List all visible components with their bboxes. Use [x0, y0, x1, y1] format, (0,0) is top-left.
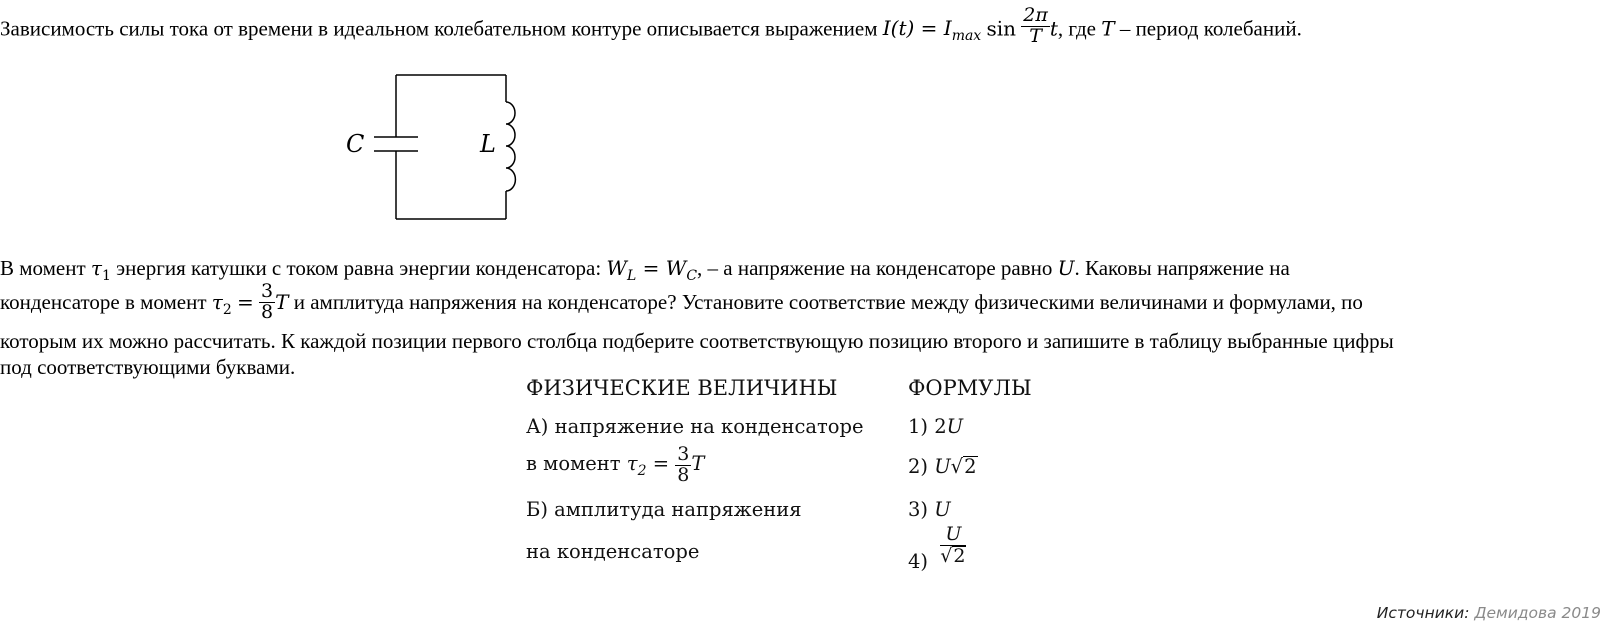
tau2: $\tau_2$	[626, 451, 647, 479]
capacitor-label: C	[346, 130, 365, 158]
formula-current: $I(t) = I_{max}$	[882, 16, 982, 45]
formula-t: t	[1049, 16, 1058, 41]
intro-text-mid: , где	[1057, 16, 1096, 41]
source-label: Источники:	[1376, 604, 1470, 622]
intro-text-after: – период колебаний.	[1119, 16, 1302, 41]
item-a-line-1: А) напряжение на конденсаторе	[526, 415, 864, 438]
question-line-3: которым их можно рассчитать. К каждой позиции первого столбца подберите соответствующую позицию второго и запишите в таблицу выбранные цифры	[0, 329, 1394, 353]
item-a-line-2: в момент $\tau_2$ = $\frac{3}{8}$ T	[526, 443, 705, 486]
item-b-line-1: Б) амплитуда напряжения	[526, 498, 802, 521]
question-line-1: В момент $\tau_1$ энергия катушки с током равна энергии конденсатора: $W_L = W_C$, – а напряжение на конденсаторе равно U. Каковы напряжение на	[0, 256, 1290, 284]
intro-paragraph	[0, 4, 1302, 51]
fraction-3-8: $\frac{3}{8}$	[261, 279, 274, 323]
formula-sin: sin	[986, 16, 1017, 41]
right-column-header: ФОРМУЛЫ	[908, 376, 1032, 400]
intro-text-before: Зависимость силы тока от времени в идеальном колебательном контуре описывается выражением	[0, 16, 878, 41]
var-T: T	[1101, 16, 1115, 41]
formula-3: 3) U	[908, 498, 951, 521]
formula-4: 4) $\frac{U}{√2}$	[908, 523, 966, 574]
left-column-header: ФИЗИЧЕСКИЕ ВЕЛИЧИНЫ	[526, 376, 838, 400]
fraction-3-8: $\frac{3}{8}$	[677, 443, 690, 486]
inductor-label: L	[480, 130, 496, 158]
question-line-4: под соответствующими буквами.	[0, 355, 296, 379]
sqrt-icon: √	[940, 544, 953, 567]
source-attribution	[1377, 604, 1601, 622]
source-value[interactable]: Демидова 2019	[1474, 604, 1601, 622]
formula-wl-eq-wc: $W_L = W_C$	[606, 256, 698, 284]
question-line-2: конденсаторе в момент $\tau_2$ = $\frac{3}{8}$ T и амплитуда напряжения на конденсаторе? Установите соответствие между физическими величинами и формулами, по	[0, 279, 1363, 323]
formula-1: 1) 2U	[908, 415, 964, 438]
fraction-u-over-sqrt2: $\frac{U}{√2}$	[940, 523, 966, 567]
item-b-line-2: на конденсаторе	[526, 540, 700, 563]
sqrt-icon: √	[950, 455, 964, 478]
lc-circuit-diagram	[330, 60, 550, 230]
var-U: U	[1057, 256, 1075, 280]
tau2: $\tau_2$	[211, 290, 232, 318]
formula-fraction-2pi-over-T: $\frac{2\pi}{T}$	[1023, 4, 1048, 47]
tau1: $\tau_1$	[90, 256, 111, 284]
formula-2: 2) U√2	[908, 455, 977, 478]
